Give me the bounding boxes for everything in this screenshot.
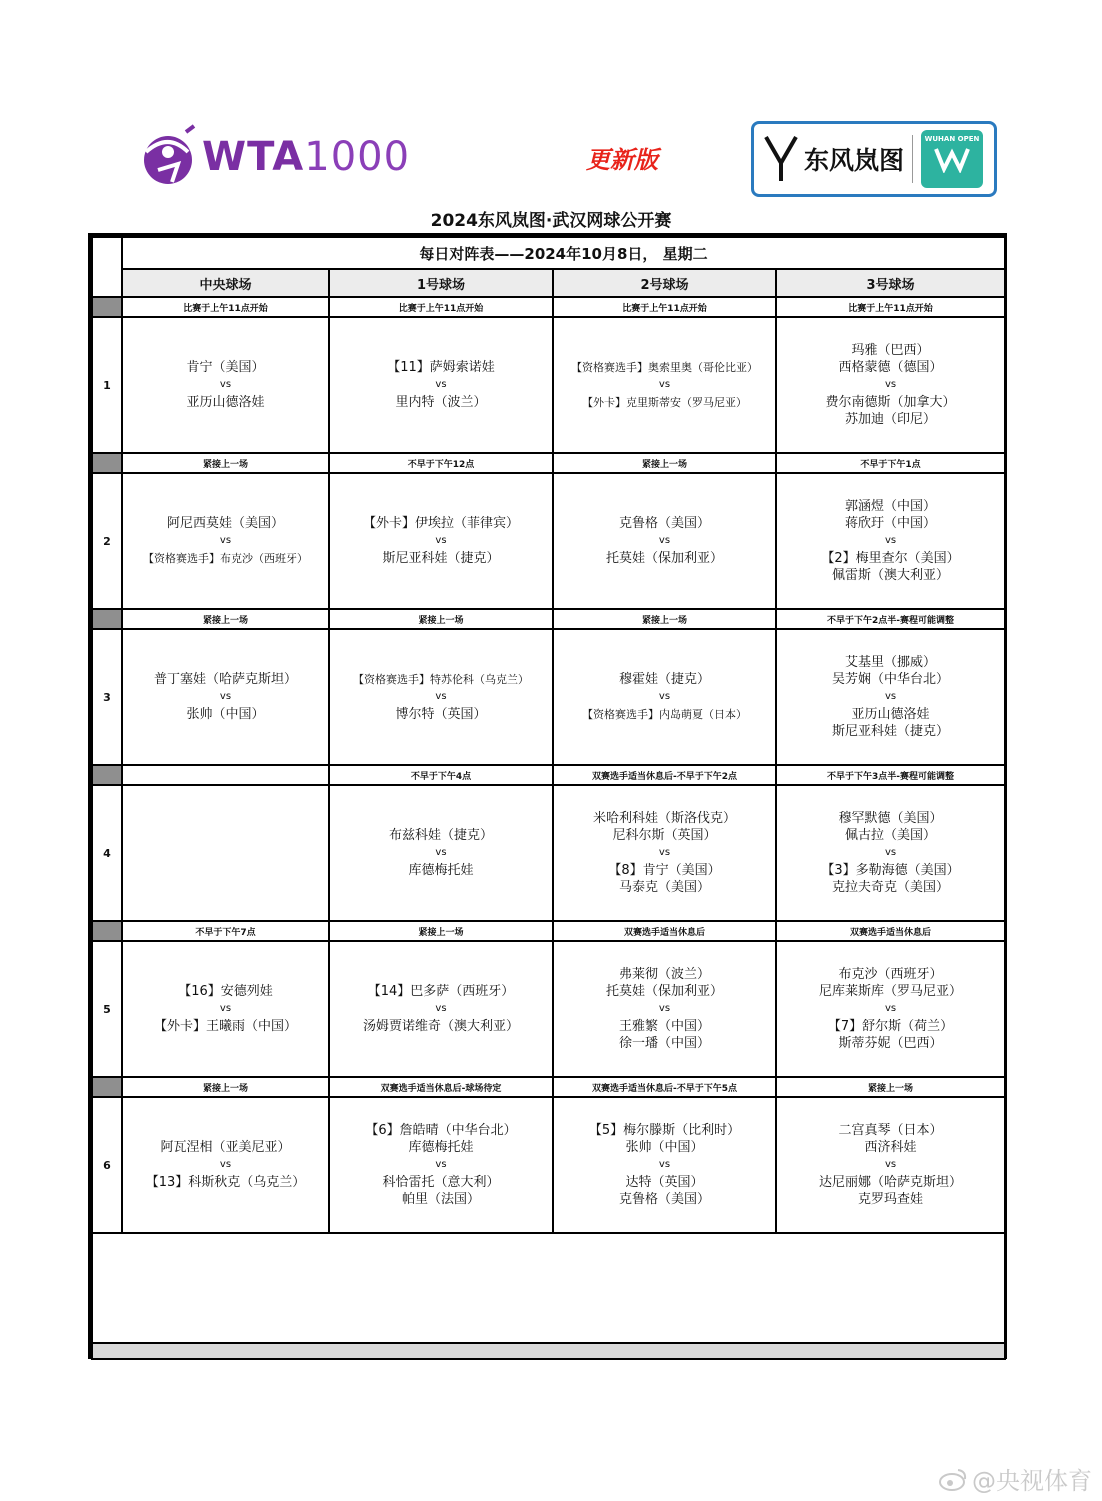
player-name: 【资格赛选手】特苏伦科（乌克兰）: [353, 673, 529, 686]
player-name: 玛雅（巴西）: [851, 343, 930, 358]
match-cell: [553, 941, 776, 1077]
player-name: 布克沙（西班牙）: [838, 967, 943, 982]
player-name: 【3】多勒海德（美国）: [821, 863, 960, 878]
vs-label: vs: [884, 535, 897, 546]
player-name: 穆罕默德（美国）: [838, 811, 943, 826]
time-note: 紧接上一场: [329, 921, 553, 941]
vs-label: vs: [884, 847, 897, 858]
time-note: 双赛选手适当休息后: [553, 921, 776, 941]
vs-label: vs: [219, 379, 232, 390]
match-cell: [122, 629, 329, 765]
update-label: 更新版: [586, 146, 658, 174]
note-row-spacer: [92, 609, 122, 629]
voyah-mark-icon: [764, 135, 798, 183]
player-name: 米哈利科娃（斯洛伐克）: [592, 811, 736, 826]
schedule-date: 每日对阵表——2024年10月8日， 星期二: [122, 237, 1005, 269]
time-note-row: [92, 609, 1005, 629]
match-cell: [329, 1097, 553, 1233]
player-name: 里内特（波兰）: [395, 395, 487, 410]
match-cell: [776, 941, 1005, 1077]
vs-label: vs: [658, 847, 671, 858]
time-note: 双赛选手适当休息后-球场待定: [329, 1077, 553, 1097]
court-header: 1号球场: [329, 269, 553, 297]
player-name: 库德梅托娃: [408, 863, 474, 878]
time-note: 不早于下午2点半-赛程可能调整: [776, 609, 1005, 629]
time-note: 不早于下午1点: [776, 453, 1005, 473]
match-cell: [329, 317, 553, 453]
watermark-text: @央视体育: [972, 1467, 1092, 1495]
player-name: 郭涵煜（中国）: [845, 499, 937, 514]
match-cell: [122, 941, 329, 1077]
player-name: 西格蒙德（德国）: [838, 360, 943, 375]
time-note: 比赛于上午11点开始: [776, 297, 1005, 317]
match-row: [92, 317, 1005, 453]
vs-label: vs: [435, 535, 447, 546]
vs-label: vs: [884, 379, 897, 390]
time-note: 不早于下午7点: [122, 921, 329, 941]
player-name: 【资格赛选手】布克沙（西班牙）: [143, 552, 308, 565]
vs-label: vs: [219, 535, 232, 546]
match-cell: [776, 1097, 1005, 1233]
player-name: 克鲁格（美国）: [618, 516, 710, 531]
bottom-bar: [92, 1343, 1005, 1359]
weibo-icon: [938, 1467, 968, 1491]
wuhan-open-text: WUHAN OPEN: [924, 135, 980, 143]
blank-area: [92, 1233, 1005, 1343]
player-name: 【资格赛选手】内岛萌夏（日本）: [582, 708, 747, 721]
match-cell: [776, 317, 1005, 453]
weibo-watermark: [938, 1461, 1092, 1496]
vs-label: vs: [884, 1159, 897, 1170]
player-name: 科恰雷托（意大利）: [382, 1175, 500, 1190]
player-name: 张帅（中国）: [186, 707, 265, 722]
player-name: 克拉夫奇克（美国）: [832, 880, 950, 895]
schedule-frame: [88, 233, 1007, 1359]
player-name: 阿尼西莫娃（美国）: [166, 516, 284, 531]
player-name: 【外卡】克里斯蒂安（罗马尼亚）: [582, 396, 747, 409]
player-name: 斯尼亚科娃（捷克）: [382, 551, 500, 566]
match-cell: [553, 1097, 776, 1233]
note-row-spacer: [92, 297, 122, 317]
vs-label: vs: [884, 691, 897, 702]
player-name: 【外卡】王曦雨（中国）: [153, 1019, 297, 1034]
player-name: 二宫真琴（日本）: [838, 1123, 943, 1138]
match-cell: [329, 473, 553, 609]
time-note: 双赛选手适当休息后-不早于下午2点: [553, 765, 776, 785]
vs-label: vs: [658, 1003, 671, 1014]
player-name: 西济科娃: [864, 1140, 917, 1155]
player-name: 布兹科娃（捷克）: [388, 828, 493, 843]
vs-label: vs: [435, 691, 447, 702]
match-cell: [553, 629, 776, 765]
time-note: 不早于下午12点: [329, 453, 553, 473]
time-note-row: [92, 453, 1005, 473]
player-name: 克鲁格（美国）: [618, 1192, 710, 1207]
vs-label: vs: [435, 1003, 447, 1014]
vs-label: vs: [658, 691, 671, 702]
player-name: 汤姆贾诺维奇（澳大利亚）: [362, 1019, 519, 1034]
wta-1000-logo: [128, 122, 410, 192]
player-name: 克罗玛查娃: [858, 1192, 924, 1207]
time-note: 比赛于上午11点开始: [553, 297, 776, 317]
corner-cell: [92, 237, 122, 297]
vs-label: vs: [219, 1003, 232, 1014]
sponsor-name: 东风岚图: [804, 146, 905, 175]
player-name: 苏加迪（印尼）: [845, 412, 937, 427]
player-name: 【外卡】伊埃拉（菲律宾）: [362, 516, 519, 531]
order-number: 4: [92, 785, 122, 921]
vs-label: vs: [658, 535, 671, 546]
player-name: 达尼丽娜（哈萨克斯坦）: [819, 1175, 963, 1190]
vs-label: vs: [435, 847, 447, 858]
time-note: [122, 765, 329, 785]
player-name: 普丁塞娃（哈萨克斯坦）: [153, 672, 297, 687]
player-name: 【5】梅尔滕斯（比利时）: [588, 1123, 741, 1138]
court-header: 3号球场: [776, 269, 1005, 297]
time-note: 紧接上一场: [122, 453, 329, 473]
player-name: 张帅（中国）: [625, 1140, 704, 1155]
note-row-spacer: [92, 921, 122, 941]
player-name: 艾基里（挪威）: [845, 655, 937, 670]
tournament-title: 2024东风岚图·武汉网球公开赛: [430, 211, 672, 231]
player-name: 【11】萨姆索诺娃: [387, 360, 495, 375]
sponsor-logo: [751, 121, 997, 197]
match-row: [92, 473, 1005, 609]
order-number: 6: [92, 1097, 122, 1233]
player-name: 达特（英国）: [625, 1175, 704, 1190]
time-note: 不早于下午3点半-赛程可能调整: [776, 765, 1005, 785]
player-name: 【资格赛选手】奥索里奥（哥伦比亚）: [571, 361, 758, 374]
match-cell: [553, 317, 776, 453]
time-note-row: [92, 297, 1005, 317]
match-row: [92, 629, 1005, 765]
player-name: 王雅繁（中国）: [618, 1019, 710, 1034]
time-note: 比赛于上午11点开始: [329, 297, 553, 317]
time-note: 紧接上一场: [122, 609, 329, 629]
match-cell: [776, 629, 1005, 765]
player-name: 徐一璠（中国）: [618, 1036, 710, 1051]
match-cell: [553, 473, 776, 609]
match-cell: [122, 785, 329, 921]
match-row: [92, 941, 1005, 1077]
player-name: 亚历山德洛娃: [186, 395, 265, 410]
vs-label: vs: [435, 1159, 447, 1170]
player-name: 【13】科斯秋克（乌克兰）: [145, 1175, 306, 1190]
order-number: 5: [92, 941, 122, 1077]
time-note: 双赛选手适当休息后: [776, 921, 1005, 941]
match-cell: [776, 785, 1005, 921]
match-cell: [329, 941, 553, 1077]
player-name: 【14】巴多萨（西班牙）: [367, 984, 515, 999]
player-name: 佩雷斯（澳大利亚）: [832, 568, 950, 583]
vs-label: vs: [884, 1003, 897, 1014]
wta-brand: WTA: [202, 134, 305, 180]
time-note: 紧接上一场: [776, 1077, 1005, 1097]
player-name: 【8】肯宁（美国）: [608, 863, 721, 878]
player-name: 费尔南德斯（加拿大）: [825, 395, 956, 410]
match-cell: [122, 317, 329, 453]
order-number: 3: [92, 629, 122, 765]
match-row: [92, 1097, 1005, 1233]
player-name: 阿瓦涅相（亚美尼亚）: [160, 1140, 291, 1155]
match-cell: [553, 785, 776, 921]
match-cell: [329, 629, 553, 765]
player-name: 【16】安德列娃: [178, 984, 273, 999]
vs-label: vs: [219, 691, 232, 702]
time-note-row: [92, 921, 1005, 941]
wta-level: 1000: [304, 134, 411, 180]
sponsor-divider: [912, 135, 913, 183]
player-name: 亚历山德洛娃: [851, 707, 930, 722]
note-row-spacer: [92, 765, 122, 785]
wuhan-open-badge: [921, 130, 983, 188]
wuhan-w-icon: [932, 143, 972, 173]
time-note-row: [92, 1077, 1005, 1097]
order-number: 1: [92, 317, 122, 453]
player-name: 马泰克（美国）: [618, 880, 710, 895]
player-name: 吴芳娴（中华台北）: [832, 672, 950, 687]
time-note: 紧接上一场: [329, 609, 553, 629]
player-name: 蒋欣玗（中国）: [845, 516, 937, 531]
note-row-spacer: [92, 1077, 122, 1097]
vs-label: vs: [219, 1159, 232, 1170]
time-note: 比赛于上午11点开始: [122, 297, 329, 317]
player-name: 尼科尔斯（英国）: [612, 828, 717, 843]
match-cell: [776, 473, 1005, 609]
time-note: 紧接上一场: [553, 453, 776, 473]
match-row: [92, 785, 1005, 921]
vs-label: vs: [658, 379, 671, 390]
player-name: 库德梅托娃: [408, 1140, 474, 1155]
player-name: 斯蒂芬妮（巴西）: [838, 1036, 943, 1051]
vs-label: vs: [658, 1159, 671, 1170]
note-row-spacer: [92, 453, 122, 473]
court-header: 中央球场: [122, 269, 329, 297]
player-name: 【2】梅里查尔（美国）: [821, 551, 960, 566]
time-note: 紧接上一场: [122, 1077, 329, 1097]
court-header: 2号球场: [553, 269, 776, 297]
player-name: 弗莱彻（波兰）: [618, 967, 710, 982]
wta-player-icon: [128, 122, 198, 192]
player-name: 托莫娃（保加利亚）: [605, 551, 723, 566]
time-note-row: [92, 765, 1005, 785]
time-note: 双赛选手适当休息后-不早于下午5点: [553, 1077, 776, 1097]
player-name: 斯尼亚科娃（捷克）: [832, 724, 950, 739]
player-name: 尼库莱斯库（罗马尼亚）: [819, 984, 963, 999]
match-cell: [122, 1097, 329, 1233]
schedule-table: [91, 236, 1006, 1360]
player-name: 托莫娃（保加利亚）: [605, 984, 723, 999]
player-name: 【7】舒尔斯（荷兰）: [827, 1019, 954, 1034]
time-note: 紧接上一场: [553, 609, 776, 629]
time-note: 不早于下午4点: [329, 765, 553, 785]
order-number: 2: [92, 473, 122, 609]
match-cell: [122, 473, 329, 609]
player-name: 博尔特（英国）: [395, 707, 487, 722]
player-name: 佩古拉（美国）: [845, 828, 937, 843]
player-name: 肯宁（美国）: [186, 360, 265, 375]
player-name: 【6】詹皓晴（中华台北）: [365, 1123, 517, 1138]
player-name: 帕里（法国）: [401, 1192, 480, 1207]
match-cell: [329, 785, 553, 921]
vs-label: vs: [435, 379, 447, 390]
player-name: 穆霍娃（捷克）: [618, 672, 710, 687]
